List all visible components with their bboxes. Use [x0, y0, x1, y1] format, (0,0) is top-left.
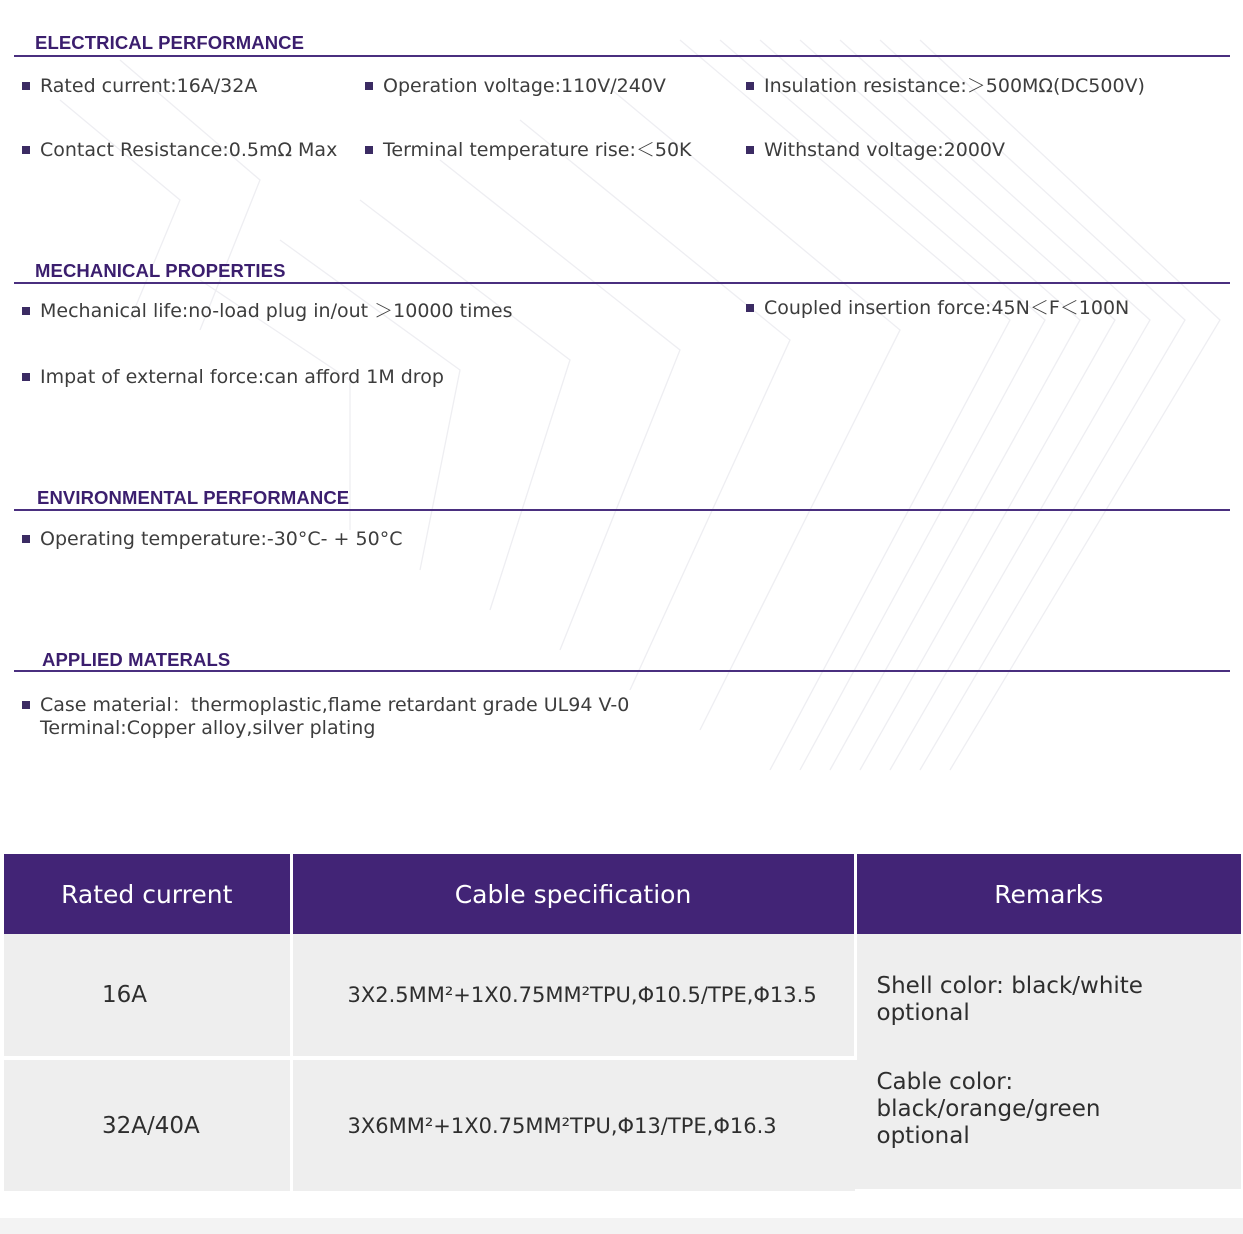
spec-item: Contact Resistance:0.5mΩ Max	[22, 138, 337, 162]
spec-item: Impat of external force:can afford 1M drop	[22, 365, 444, 389]
column-header-rated-current: Rated current	[4, 854, 291, 934]
table-row	[4, 934, 1241, 1058]
section-title-electrical: ELECTRICAL PERFORMANCE	[35, 32, 305, 53]
remark-cable-color: Cable color: black/orange/green	[876, 1069, 1101, 1122]
spec-item: Mechanical life:no-load plug in/out ＞10000 times	[22, 299, 512, 323]
remarks-cell	[855, 934, 1241, 1191]
spec-item: Case material：thermoplastic,flame retardant grade UL94 V-0	[22, 693, 629, 717]
spec-item: Operating temperature:-30°C- + 50°C	[22, 527, 402, 551]
rated-current-cell: 32A/40A	[4, 1058, 291, 1191]
bottom-strip	[0, 1218, 1243, 1234]
cable-spec-cell: 3X6MM²+1X0.75MM²TPU,Φ13/TPE,Φ16.3	[291, 1058, 855, 1191]
cable-spec-cell: 3X2.5MM²+1X0.75MM²TPU,Φ10.5/TPE,Φ13.5	[291, 934, 855, 1058]
section-title-mechanical: MECHANICAL PROPERTIES	[35, 260, 286, 281]
spec-item: Withstand voltage:2000V	[746, 138, 1005, 162]
column-header-cable-specification: Cable specification	[291, 854, 855, 934]
spec-item-continued: Terminal:Copper alloy,silver plating	[40, 717, 376, 739]
section-divider	[14, 670, 1230, 672]
spec-item: Coupled insertion force:45N＜F＜100N	[746, 296, 1129, 320]
section-divider	[14, 509, 1230, 511]
section-title-environmental: ENVIRONMENTAL PERFORMANCE	[37, 487, 350, 508]
spec-item: Rated current:16A/32A	[22, 74, 257, 98]
remark-shell-color: Shell color: black/white optional	[876, 973, 1143, 1026]
remark-cable-color-cont: optional	[876, 1123, 970, 1149]
remark-spacer	[877, 1027, 1242, 1069]
column-header-remarks: Remarks	[855, 854, 1241, 934]
table-header-row	[4, 854, 1241, 934]
section-title-materials: APPLIED MATERALS	[42, 649, 231, 670]
spec-item: Insulation resistance:＞500MΩ(DC500V)	[746, 74, 1145, 98]
spec-item: Operation voltage:110V/240V	[365, 74, 666, 98]
rated-current-cell: 16A	[4, 934, 291, 1058]
section-divider	[14, 282, 1230, 284]
spec-item: Terminal temperature rise:＜50K	[365, 138, 692, 162]
cable-spec-table	[4, 854, 1241, 1193]
section-divider	[14, 55, 1230, 57]
